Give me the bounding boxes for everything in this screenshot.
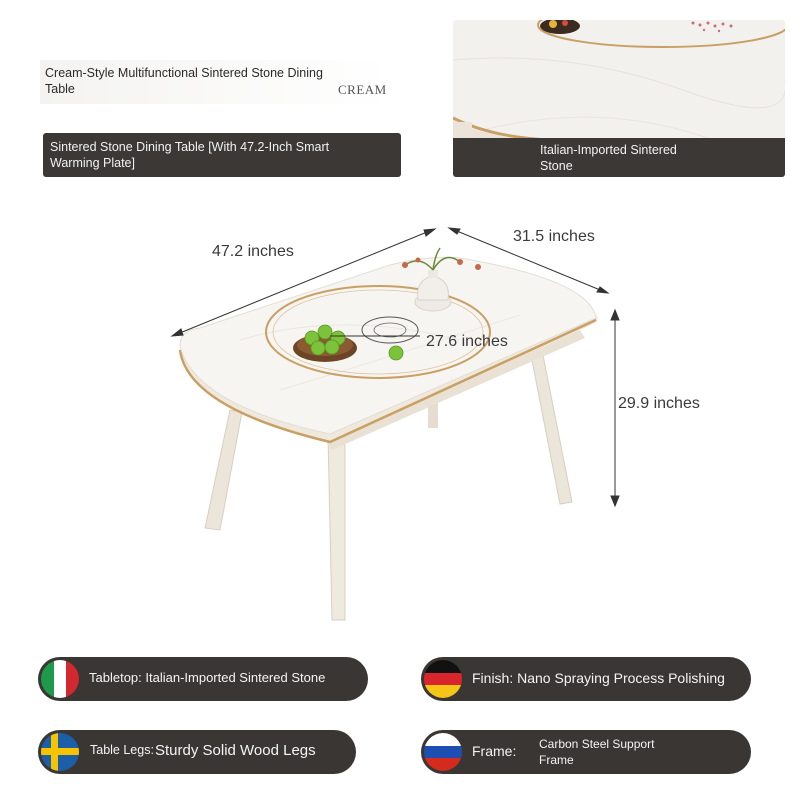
italy-flag-icon	[41, 660, 79, 698]
product-banner-text: Sintered Stone Dining Table [With 47.2-Inch Smart Warming Plate]	[50, 140, 330, 170]
feature-finish	[421, 657, 751, 701]
feature-finish-label: Finish: Nano Spraying Process Polishing	[472, 670, 725, 686]
height-dimension: 29.9 inches	[618, 395, 700, 412]
width-dimension: 31.5 inches	[513, 228, 595, 245]
length-dimension: 47.2 inches	[212, 243, 294, 260]
feature-legs	[38, 730, 356, 774]
brand-logo: CREAM	[338, 82, 387, 97]
germany-flag-icon	[424, 660, 462, 698]
feature-tabletop-label: Tabletop: Italian-Imported Sintered Stone	[89, 670, 326, 685]
feature-tabletop	[38, 657, 368, 701]
russia-flag-icon	[424, 733, 462, 771]
feature-frame	[421, 730, 751, 774]
material-banner-text: Italian-Imported Sintered Stone	[540, 143, 677, 173]
feature-legs-label-small: Table Legs:	[90, 743, 154, 757]
sweden-flag-icon	[41, 733, 79, 771]
feature-legs-label-large: Sturdy Solid Wood Legs	[155, 742, 316, 759]
product-title: Cream-Style Multifunctional Sintered Stone Dining Table	[45, 66, 323, 96]
feature-frame-detail: Carbon Steel Support Frame	[539, 737, 655, 767]
feature-frame-label: Frame:	[472, 743, 517, 759]
plate-dimension: 27.6 inches	[426, 333, 508, 350]
